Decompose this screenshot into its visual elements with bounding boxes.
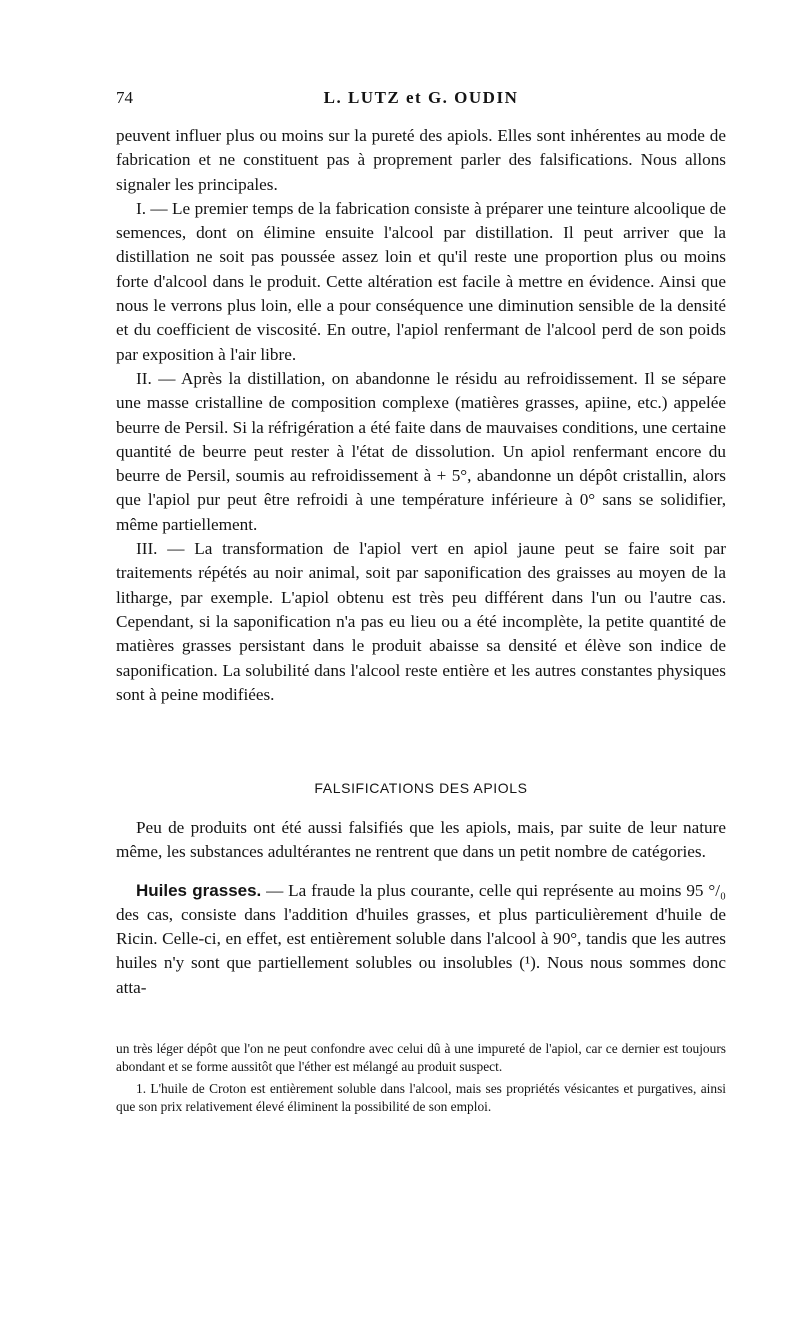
- section-body: [116, 816, 726, 1014]
- huiles-grasses-paragraph: [116, 879, 726, 1000]
- footnote-continuation: un très léger dépôt que l'on ne peut confondre avec celui dû à une impureté de l'apiol, car ce dernier est toujours abondant et se forme aussitôt que l'éther est mélangé au produit suspect.: [116, 1041, 726, 1075]
- footnotes: [116, 1040, 726, 1120]
- page-number: 74: [116, 88, 133, 107]
- paragraph-item-2: II. — Après la distillation, on abandonne le résidu au refroidissement. Il se sépare une masse cristalline de composition complexe (matières grasses, apiine, etc.) appelée beurre de Persil. Si la réfrigération a été faite dans de mauvaises conditions, une certaine quantité de beurre peut rester à l'état de dissolution. Un apiol renfermant encore du beurre de Persil, soumis au refroidissement à + 5°, abandonne un dépôt cristallin, alors que l'apiol pur peut être refroidi à une température inférieure à 0° sans se solidifier, même partiellement.: [116, 368, 726, 534]
- page-header: [116, 86, 726, 112]
- huiles-grasses-text: — La fraude la plus courante, celle qui représente au moins 95 °/₀ des cas, consiste dans l'addition d'huiles grasses, et plus particulièrement d'huile de Ricin. Celle-ci, en effet, est entièrement soluble dans l'alcool à 90°, tandis que les autres huiles n'y sont que partiellement solubles ou insolubles (¹). Nous nous sommes donc atta-: [116, 880, 726, 997]
- body-text: [116, 124, 726, 707]
- run-in-heading: Huiles grasses.: [136, 880, 262, 900]
- footnote-1: 1. L'huile de Croton est entièrement soluble dans l'alcool, mais ses propriétés vésicantes et purgatives, ainsi que son prix relativement élevé éliminent la possibilité de son emploi.: [116, 1080, 726, 1115]
- running-title: L. LUTZ et G. OUDIN: [323, 88, 519, 107]
- paragraph-continuation: peuvent influer plus ou moins sur la pureté des apiols. Elles sont inhérentes au mode de fabrication et ne constituent pas à proprement parler des falsifications. Nous allons signaler les principales.: [116, 126, 726, 194]
- paragraph-item-1: I. — Le premier temps de la fabrication consiste à préparer une teinture alcoolique de semences, dont on élimine ensuite l'alcool par distillation. Il peut arriver que la distillation ne soit pas poussée assez loin et qu'il reste une proportion plus ou moins forte d'alcool dans le produit. Cette altération est facile à mettre en évidence. Ainsi que nous le verrons plus loin, elle a pour conséquence une diminution sensible de la densité et du coefficient de viscosité. En outre, l'apiol renfermant de l'alcool perd de son poids par exposition à l'air libre.: [116, 198, 726, 364]
- section-heading: FALSIFICATIONS DES APIOLS: [314, 780, 528, 796]
- section-intro-paragraph: Peu de produits ont été aussi falsifiés que les apiols, mais, par suite de leur nature même, les substances adultérantes ne rentrent que dans un petit nombre de catégories.: [116, 818, 726, 862]
- paragraph-item-3: III. — La transformation de l'apiol vert en apiol jaune peut se faire soit par traitements répétés au noir animal, soit par saponification des graisses au moyen de la litharge, par exemple. L'apiol obtenu est très peu différent dans l'un ou l'autre cas. Cependant, si la saponification n'a pas eu lieu ou a été incomplète, la petite quantité de matières grasses persistant dans le produit abaisse sa densité et élève son indice de saponification. La solubilité dans l'alcool reste entière et les autres constantes physiques sont à peine modifiées.: [116, 539, 726, 704]
